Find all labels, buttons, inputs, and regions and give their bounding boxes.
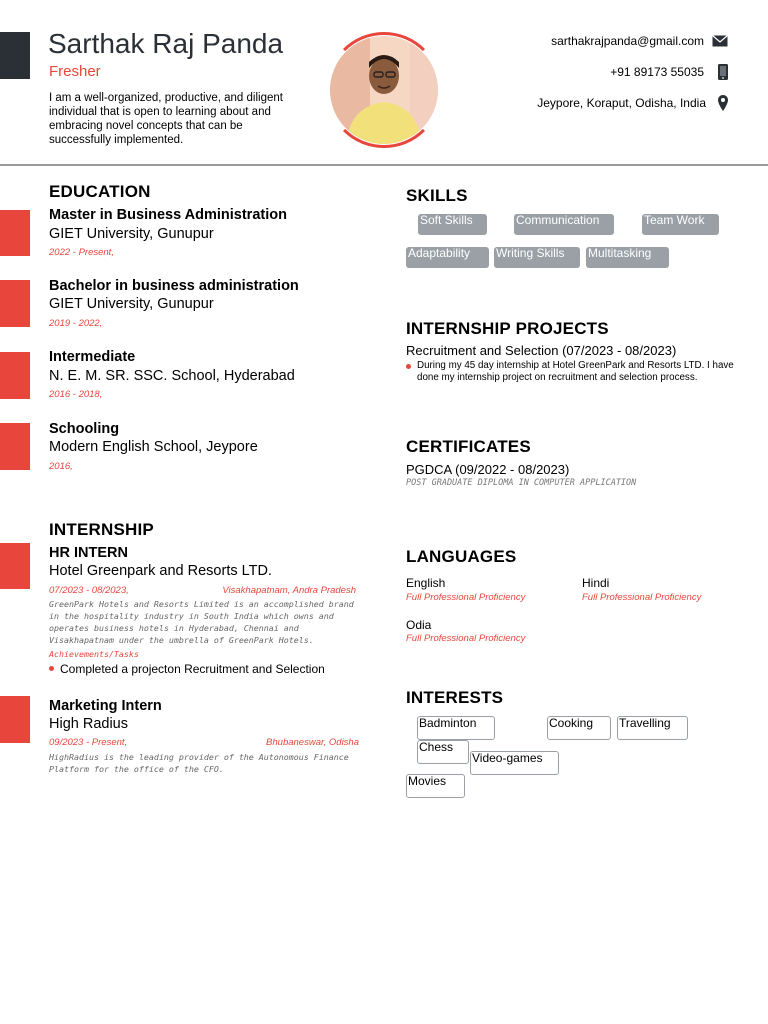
education-degree: Intermediate xyxy=(49,349,136,365)
skill-tag: Communication xyxy=(514,214,614,235)
header-divider xyxy=(0,164,768,166)
internship-role: HR INTERN xyxy=(49,545,128,561)
education-marker xyxy=(0,352,30,399)
phone-icon xyxy=(718,64,728,80)
internship-dates: 07/2023 - 08/2023, xyxy=(49,585,129,596)
education-dates: 2022 - Present, xyxy=(49,247,114,258)
candidate-name: Sarthak Raj Panda xyxy=(48,28,284,59)
profile-photo xyxy=(330,36,438,144)
achievement-text: Completed a projecton Recruitment and Selection xyxy=(60,662,325,676)
projects-title: INTERNSHIP PROJECTS xyxy=(406,319,609,338)
envelope-icon xyxy=(712,35,728,47)
internship-marker xyxy=(0,696,30,743)
internship-dates: 09/2023 - Present, xyxy=(49,737,128,748)
location-pin-icon xyxy=(718,95,728,111)
certificate-name: PGDCA (09/2022 - 08/2023) xyxy=(406,462,570,477)
internship-company: Hotel Greenpark and Resorts LTD. xyxy=(49,563,272,579)
contact-phone-row[interactable] xyxy=(610,63,728,81)
internship-company: High Radius xyxy=(49,716,128,732)
education-degree: Master in Business Administration xyxy=(49,207,287,223)
internship-description: HighRadius is the leading provider of the Autonomous Finance Platform for the office of the CFO. xyxy=(49,752,349,774)
language-level: Full Professional Proficiency xyxy=(582,592,702,603)
certificates-title: CERTIFICATES xyxy=(406,437,531,456)
bullet-dot-icon xyxy=(49,666,54,671)
contact-phone[interactable]: +91 89173 55035 xyxy=(610,65,704,79)
summary-text: I am a well-organized, productive, and diligent individual that is open to learning about and embracing novel concepts that can be successfully implemented. xyxy=(49,92,283,146)
project-name: Recruitment and Selection (07/2023 - 08/2023) xyxy=(406,343,677,358)
internship-description: GreenPark Hotels and Resorts Limited is an accomplished brand in the hospitality industry in South India which owns and operates business hotels in Hyderabad, Chennai and Visakhapatnam under the umbrella of GreenPark Hotels. xyxy=(49,599,354,645)
education-marker xyxy=(0,423,30,470)
contact-email-row[interactable] xyxy=(551,32,728,50)
language-name: Hindi xyxy=(582,576,610,590)
education-school: GIET University, Gunupur xyxy=(49,296,214,312)
interest-tag: Travelling xyxy=(617,716,688,740)
education-dates: 2019 - 2022, xyxy=(49,318,103,329)
project-bullet: During my 45 day internship at Hotel GreenPark and Resorts LTD. I have done my internship project on recruitment and selection process. xyxy=(417,360,734,383)
header-accent-bar xyxy=(0,32,30,79)
interest-tag: Cooking xyxy=(547,716,611,740)
interests-title: INTERESTS xyxy=(406,688,504,707)
education-marker xyxy=(0,280,30,327)
internship-role: Marketing Intern xyxy=(49,698,162,714)
education-degree: Bachelor in business administration xyxy=(49,278,299,294)
education-marker xyxy=(0,210,30,256)
achievement-item xyxy=(49,662,325,676)
project-bullet-row xyxy=(406,360,737,383)
interest-tag: Chess xyxy=(417,740,469,764)
bullet-dot-icon xyxy=(406,364,411,369)
internship-location: Bhubaneswar, Odisha xyxy=(266,737,359,748)
education-school: N. E. M. SR. SSC. School, Hyderabad xyxy=(49,368,295,384)
education-school: Modern English School, Jeypore xyxy=(49,439,258,455)
skills-title: SKILLS xyxy=(406,186,468,205)
education-dates: 2016, xyxy=(49,461,73,472)
education-school: GIET University, Gunupur xyxy=(49,226,214,242)
contact-email[interactable]: sarthakrajpanda@gmail.com xyxy=(551,34,704,48)
skill-tag: Adaptability xyxy=(406,247,489,268)
education-dates: 2016 - 2018, xyxy=(49,389,103,400)
language-level: Full Professional Proficiency xyxy=(406,592,526,603)
internship-title: INTERNSHIP xyxy=(49,520,154,539)
education-degree: Schooling xyxy=(49,421,120,437)
skill-tag: Multitasking xyxy=(586,247,669,268)
contact-location: Jeypore, Koraput, Odisha, India xyxy=(537,96,706,110)
skill-tag: Team Work xyxy=(642,214,719,235)
skill-tag: Soft Skills xyxy=(418,214,487,235)
education-title: EDUCATION xyxy=(49,182,151,201)
skill-tag: Writing Skills xyxy=(494,247,580,268)
language-level: Full Professional Proficiency xyxy=(406,633,526,644)
interest-tag: Movies xyxy=(406,774,465,798)
internship-marker xyxy=(0,543,30,589)
internship-location: Visakhapatnam, Andra Pradesh xyxy=(222,585,356,596)
interest-tag: Video-games xyxy=(470,751,559,775)
contact-location-row xyxy=(537,94,728,112)
certificate-description: POST GRADUATE DIPLOMA IN COMPUTER APPLICATION xyxy=(406,478,637,488)
achievements-label: Achievements/Tasks xyxy=(49,649,139,659)
language-name: English xyxy=(406,576,446,590)
language-name: Odia xyxy=(406,618,432,632)
interest-tag: Badminton xyxy=(417,716,495,740)
languages-title: LANGUAGES xyxy=(406,547,517,566)
candidate-role: Fresher xyxy=(49,63,101,80)
